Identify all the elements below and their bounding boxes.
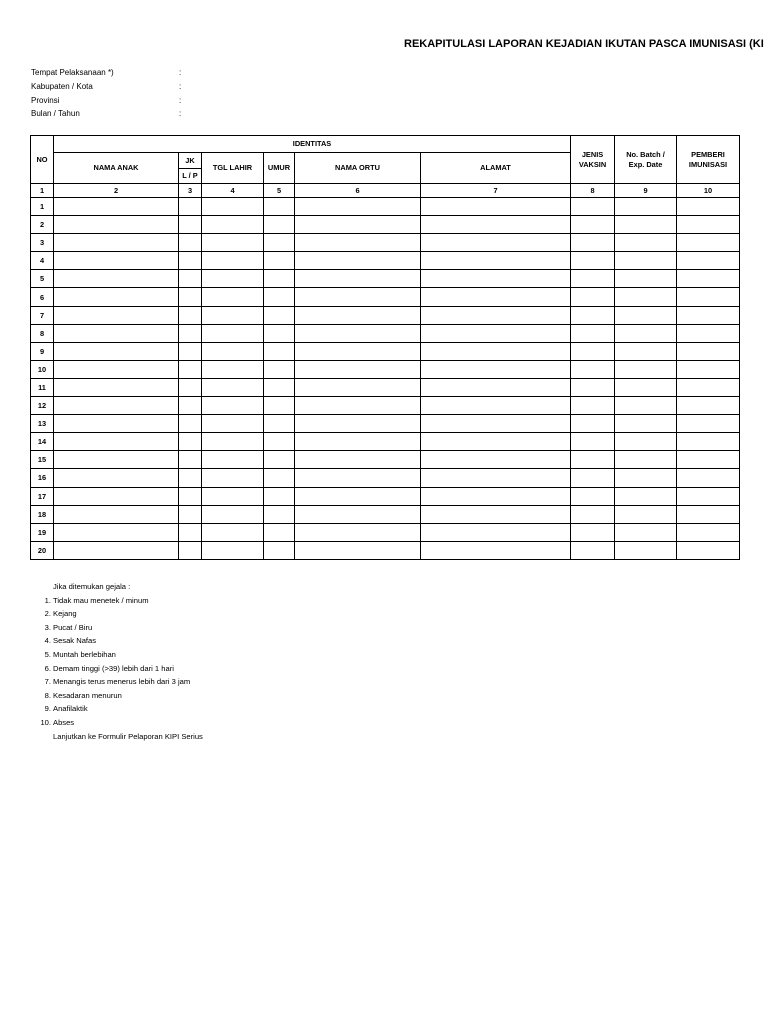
empty-cell	[421, 306, 571, 324]
empty-cell	[202, 270, 264, 288]
list-item-text: Tidak mau menetek / minum	[53, 595, 149, 605]
empty-cell	[202, 360, 264, 378]
header-no: NO	[31, 136, 54, 184]
table-row	[31, 360, 740, 378]
empty-cell	[677, 324, 740, 342]
meta-colon: :	[179, 68, 182, 77]
header-alamat: ALAMAT	[421, 153, 571, 184]
empty-cell	[571, 523, 615, 541]
list-item-text: Anafilaktik	[53, 704, 88, 714]
empty-cell	[295, 216, 421, 234]
empty-cell	[202, 487, 264, 505]
empty-cell	[54, 415, 179, 433]
list-item-text: Abses	[53, 717, 75, 727]
empty-cell	[677, 541, 740, 559]
empty-cell	[615, 324, 677, 342]
empty-cell	[202, 378, 264, 396]
column-number: 6	[295, 184, 421, 198]
empty-cell	[421, 415, 571, 433]
meta-colon: :	[179, 95, 182, 105]
empty-cell	[179, 270, 202, 288]
empty-cell	[571, 415, 615, 433]
empty-cell	[677, 415, 740, 433]
row-number: 16	[31, 469, 54, 487]
notes-heading: Jika ditemukan gejala :	[53, 582, 131, 591]
empty-cell	[615, 433, 677, 451]
empty-cell	[54, 451, 179, 469]
column-number: 3	[179, 184, 202, 198]
list-item-number: 8.	[44, 690, 51, 700]
empty-cell	[179, 451, 202, 469]
symptom-notes	[33, 580, 203, 743]
empty-cell	[615, 397, 677, 415]
empty-cell	[677, 523, 740, 541]
list-item-number: 5.	[44, 649, 51, 659]
meta-label: Bulan / Tahun	[31, 109, 80, 119]
list-item-number: 4.	[44, 636, 51, 646]
empty-cell	[677, 306, 740, 324]
table-row	[31, 378, 740, 396]
header-nama-ortu: NAMA ORTU	[295, 153, 421, 184]
empty-cell	[571, 541, 615, 559]
empty-cell	[295, 451, 421, 469]
list-item-number: 1.	[44, 595, 51, 605]
row-number: 11	[31, 378, 54, 396]
table-row	[31, 451, 740, 469]
empty-cell	[615, 487, 677, 505]
empty-cell	[264, 234, 295, 252]
list-item	[33, 662, 203, 676]
empty-cell	[179, 505, 202, 523]
column-number: 10	[677, 184, 740, 198]
list-item-text: Muntah berlebihan	[53, 649, 116, 659]
empty-cell	[264, 198, 295, 216]
table-body	[31, 198, 740, 560]
empty-cell	[202, 342, 264, 360]
empty-cell	[421, 198, 571, 216]
list-item	[33, 702, 203, 716]
empty-cell	[264, 487, 295, 505]
empty-cell	[179, 469, 202, 487]
notes-footer: Lanjutkan ke Formulir Pelaporan KIPI Serius	[53, 731, 203, 741]
empty-cell	[264, 288, 295, 306]
empty-cell	[54, 360, 179, 378]
empty-cell	[421, 252, 571, 270]
empty-cell	[677, 451, 740, 469]
meta-row-provinsi	[31, 94, 182, 108]
empty-cell	[54, 270, 179, 288]
list-item-number: 3.	[44, 622, 51, 632]
meta-fields	[31, 66, 182, 121]
empty-cell	[202, 324, 264, 342]
empty-cell	[571, 252, 615, 270]
row-number: 17	[31, 487, 54, 505]
table-row	[31, 415, 740, 433]
list-item	[33, 648, 203, 662]
empty-cell	[295, 360, 421, 378]
column-number: 4	[202, 184, 264, 198]
empty-cell	[179, 234, 202, 252]
empty-cell	[264, 415, 295, 433]
empty-cell	[615, 451, 677, 469]
empty-cell	[179, 397, 202, 415]
empty-cell	[202, 234, 264, 252]
list-item-number: 9.	[44, 704, 51, 714]
row-number: 15	[31, 451, 54, 469]
header-batch-line2: Exp. Date	[628, 159, 663, 169]
row-number: 10	[31, 360, 54, 378]
table-row	[31, 433, 740, 451]
table-row	[31, 252, 740, 270]
empty-cell	[421, 487, 571, 505]
row-number: 5	[31, 270, 54, 288]
empty-cell	[295, 415, 421, 433]
list-item-number: 2.	[44, 609, 51, 619]
empty-cell	[571, 288, 615, 306]
empty-cell	[615, 360, 677, 378]
empty-cell	[421, 360, 571, 378]
header-pemberi	[677, 136, 740, 184]
empty-cell	[202, 433, 264, 451]
empty-cell	[421, 397, 571, 415]
empty-cell	[54, 487, 179, 505]
empty-cell	[615, 415, 677, 433]
empty-cell	[677, 487, 740, 505]
empty-cell	[54, 469, 179, 487]
empty-cell	[615, 216, 677, 234]
column-number: 5	[264, 184, 295, 198]
row-number: 7	[31, 306, 54, 324]
list-item-text: Sesak Nafas	[53, 636, 97, 646]
empty-cell	[615, 252, 677, 270]
list-item	[33, 594, 203, 608]
header-jk-sub: L / P	[179, 169, 202, 184]
empty-cell	[295, 505, 421, 523]
empty-cell	[677, 198, 740, 216]
empty-cell	[615, 198, 677, 216]
header-jenis-vaksin-line2: VAKSIN	[578, 159, 607, 169]
table-row	[31, 342, 740, 360]
empty-cell	[202, 541, 264, 559]
empty-cell	[202, 505, 264, 523]
empty-cell	[54, 252, 179, 270]
row-number: 2	[31, 216, 54, 234]
empty-cell	[677, 252, 740, 270]
empty-cell	[179, 433, 202, 451]
meta-row-kabupaten	[31, 80, 182, 94]
empty-cell	[677, 505, 740, 523]
list-item	[33, 634, 203, 648]
row-number: 3	[31, 234, 54, 252]
empty-cell	[571, 433, 615, 451]
meta-label: Kabupaten / Kota	[31, 81, 93, 91]
list-item	[33, 621, 203, 635]
empty-cell	[54, 397, 179, 415]
empty-cell	[202, 306, 264, 324]
empty-cell	[615, 306, 677, 324]
empty-cell	[54, 198, 179, 216]
empty-cell	[677, 397, 740, 415]
empty-cell	[615, 541, 677, 559]
empty-cell	[421, 288, 571, 306]
empty-cell	[264, 451, 295, 469]
empty-cell	[615, 469, 677, 487]
meta-colon: :	[179, 109, 182, 119]
table-row	[31, 216, 740, 234]
table-row	[31, 505, 740, 523]
empty-cell	[571, 397, 615, 415]
empty-cell	[179, 306, 202, 324]
empty-cell	[179, 378, 202, 396]
empty-cell	[421, 324, 571, 342]
empty-cell	[202, 252, 264, 270]
empty-cell	[421, 505, 571, 523]
empty-cell	[264, 360, 295, 378]
empty-cell	[295, 252, 421, 270]
empty-cell	[615, 288, 677, 306]
empty-cell	[202, 523, 264, 541]
empty-cell	[179, 541, 202, 559]
header-jenis-vaksin-line1: JENIS	[581, 150, 604, 160]
header-jk: JK	[179, 153, 202, 169]
empty-cell	[54, 523, 179, 541]
row-number: 6	[31, 288, 54, 306]
empty-cell	[295, 324, 421, 342]
empty-cell	[202, 288, 264, 306]
empty-cell	[54, 541, 179, 559]
empty-cell	[179, 324, 202, 342]
empty-cell	[264, 397, 295, 415]
list-item-text: Kesadaran menurun	[53, 690, 122, 700]
empty-cell	[295, 270, 421, 288]
empty-cell	[54, 342, 179, 360]
empty-cell	[202, 198, 264, 216]
empty-cell	[571, 469, 615, 487]
empty-cell	[421, 216, 571, 234]
empty-cell	[295, 487, 421, 505]
list-item-number: 7.	[44, 677, 51, 687]
empty-cell	[295, 397, 421, 415]
row-number: 4	[31, 252, 54, 270]
page-title: REKAPITULASI LAPORAN KEJADIAN IKUTAN PASCA IMUNISASI (KI	[404, 38, 764, 50]
empty-cell	[264, 505, 295, 523]
list-item-text: Pucat / Biru	[53, 622, 93, 632]
row-number: 18	[31, 505, 54, 523]
empty-cell	[54, 378, 179, 396]
empty-cell	[179, 216, 202, 234]
table-row	[31, 487, 740, 505]
empty-cell	[615, 342, 677, 360]
empty-cell	[421, 523, 571, 541]
empty-cell	[295, 234, 421, 252]
empty-cell	[615, 378, 677, 396]
table-row	[31, 288, 740, 306]
column-number: 9	[615, 184, 677, 198]
list-item-number: 10.	[40, 717, 51, 727]
table-row	[31, 270, 740, 288]
empty-cell	[295, 378, 421, 396]
column-number-row	[31, 184, 740, 198]
empty-cell	[264, 469, 295, 487]
row-number: 8	[31, 324, 54, 342]
empty-cell	[295, 469, 421, 487]
empty-cell	[295, 288, 421, 306]
meta-label: Tempat Pelaksanaan *)	[31, 68, 114, 77]
empty-cell	[264, 541, 295, 559]
empty-cell	[295, 342, 421, 360]
empty-cell	[264, 306, 295, 324]
empty-cell	[264, 342, 295, 360]
list-item	[33, 607, 203, 621]
column-number: 7	[421, 184, 571, 198]
empty-cell	[677, 342, 740, 360]
empty-cell	[677, 360, 740, 378]
empty-cell	[421, 342, 571, 360]
empty-cell	[421, 433, 571, 451]
header-pemberi-line2: IMUNISASI	[688, 159, 728, 169]
empty-cell	[677, 469, 740, 487]
table-row	[31, 198, 740, 216]
empty-cell	[571, 360, 615, 378]
empty-cell	[179, 487, 202, 505]
table-row	[31, 324, 740, 342]
table-row	[31, 541, 740, 559]
table-row	[31, 523, 740, 541]
empty-cell	[179, 523, 202, 541]
column-number: 2	[54, 184, 179, 198]
row-number: 20	[31, 541, 54, 559]
empty-cell	[264, 216, 295, 234]
column-number: 8	[571, 184, 615, 198]
empty-cell	[571, 487, 615, 505]
header-pemberi-line1: PEMBERI	[691, 150, 725, 160]
empty-cell	[295, 541, 421, 559]
empty-cell	[295, 433, 421, 451]
empty-cell	[421, 270, 571, 288]
empty-cell	[54, 288, 179, 306]
header-batch-line1: No. Batch /	[626, 150, 665, 160]
empty-cell	[571, 324, 615, 342]
empty-cell	[179, 342, 202, 360]
empty-cell	[615, 234, 677, 252]
empty-cell	[421, 378, 571, 396]
meta-row-bulan-tahun	[31, 107, 182, 121]
header-tgl-lahir: TGL LAHIR	[202, 153, 264, 184]
empty-cell	[179, 252, 202, 270]
empty-cell	[421, 541, 571, 559]
empty-cell	[571, 505, 615, 523]
notes-list	[33, 594, 203, 730]
list-item-text: Kejang	[53, 609, 77, 619]
row-number: 13	[31, 415, 54, 433]
empty-cell	[264, 270, 295, 288]
list-item-text: Demam tinggi (>39) lebih dari 1 hari	[53, 663, 174, 673]
empty-cell	[615, 523, 677, 541]
empty-cell	[179, 198, 202, 216]
empty-cell	[202, 451, 264, 469]
empty-cell	[54, 505, 179, 523]
empty-cell	[264, 433, 295, 451]
empty-cell	[571, 451, 615, 469]
empty-cell	[677, 270, 740, 288]
empty-cell	[571, 198, 615, 216]
empty-cell	[295, 198, 421, 216]
table-row	[31, 397, 740, 415]
list-item	[33, 675, 203, 689]
empty-cell	[202, 469, 264, 487]
empty-cell	[202, 415, 264, 433]
row-number: 9	[31, 342, 54, 360]
list-item-text: Menangis terus menerus lebih dari 3 jam	[53, 677, 191, 687]
empty-cell	[179, 415, 202, 433]
empty-cell	[571, 234, 615, 252]
header-identitas: IDENTITAS	[54, 136, 571, 153]
header-jenis-vaksin	[571, 136, 615, 184]
empty-cell	[615, 270, 677, 288]
empty-cell	[264, 523, 295, 541]
empty-cell	[615, 505, 677, 523]
empty-cell	[677, 433, 740, 451]
row-number: 14	[31, 433, 54, 451]
list-item	[33, 716, 203, 730]
recap-table	[30, 135, 740, 560]
row-number: 19	[31, 523, 54, 541]
list-item	[33, 689, 203, 703]
empty-cell	[677, 234, 740, 252]
header-nama-anak: NAMA ANAK	[54, 153, 179, 184]
empty-cell	[571, 378, 615, 396]
empty-cell	[54, 433, 179, 451]
empty-cell	[264, 324, 295, 342]
empty-cell	[421, 451, 571, 469]
row-number: 12	[31, 397, 54, 415]
header-umur: UMUR	[264, 153, 295, 184]
empty-cell	[571, 270, 615, 288]
table-row	[31, 234, 740, 252]
empty-cell	[677, 216, 740, 234]
empty-cell	[179, 360, 202, 378]
empty-cell	[295, 523, 421, 541]
row-number: 1	[31, 198, 54, 216]
meta-colon: :	[179, 81, 182, 91]
empty-cell	[677, 378, 740, 396]
empty-cell	[264, 378, 295, 396]
meta-row-tempat	[31, 66, 182, 80]
empty-cell	[202, 397, 264, 415]
empty-cell	[264, 252, 295, 270]
table-row	[31, 306, 740, 324]
column-number: 1	[31, 184, 54, 198]
table-row	[31, 469, 740, 487]
empty-cell	[202, 216, 264, 234]
list-item-number: 6.	[44, 663, 51, 673]
empty-cell	[54, 306, 179, 324]
empty-cell	[677, 288, 740, 306]
header-batch	[615, 136, 677, 184]
empty-cell	[54, 324, 179, 342]
empty-cell	[571, 342, 615, 360]
empty-cell	[571, 216, 615, 234]
empty-cell	[295, 306, 421, 324]
meta-label: Provinsi	[31, 95, 60, 105]
empty-cell	[54, 216, 179, 234]
empty-cell	[54, 234, 179, 252]
empty-cell	[421, 469, 571, 487]
empty-cell	[571, 306, 615, 324]
empty-cell	[179, 288, 202, 306]
empty-cell	[421, 234, 571, 252]
